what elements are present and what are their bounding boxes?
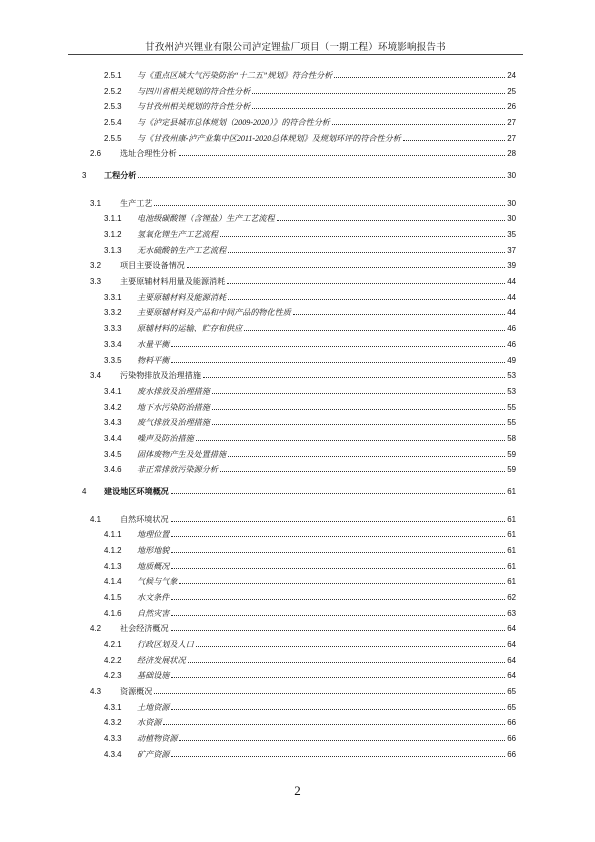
toc-dot-leader — [179, 155, 506, 156]
toc-entry[interactable] — [68, 655, 516, 671]
toc-entry[interactable] — [68, 292, 516, 308]
toc-entry-title: 地理位置 — [137, 530, 170, 540]
toc-entry-page: 63 — [507, 608, 516, 618]
toc-entry[interactable] — [68, 433, 516, 449]
toc-entry-page: 35 — [507, 230, 516, 239]
toc-entry-number: 3.4.6 — [104, 465, 122, 475]
toc-entry-page: 66 — [507, 734, 516, 744]
toc-dot-leader — [171, 568, 505, 569]
toc-entry-title: 行政区划及人口 — [137, 640, 194, 649]
toc-entry-page: 44 — [507, 308, 516, 318]
toc-entry[interactable] — [68, 198, 516, 214]
toc-entry-number: 3.3.2 — [104, 308, 122, 318]
toc-entry-page: 53 — [507, 371, 516, 381]
toc-entry-number: 2.5.2 — [104, 86, 122, 96]
toc-dot-leader — [171, 677, 505, 678]
toc-entry-title: 工程分析 — [104, 171, 137, 181]
toc-dot-leader — [171, 536, 505, 537]
toc-dot-leader — [228, 456, 505, 457]
toc-entry-title: 电池级碳酸锂（含锂盐）生产工艺流程 — [137, 214, 275, 224]
toc-entry[interactable] — [68, 229, 516, 245]
toc-dot-leader — [332, 124, 505, 125]
toc-entry-page: 55 — [507, 418, 516, 428]
toc-entry-title: 选址合理性分析 — [120, 149, 177, 159]
toc-entry-title: 自然环境状况 — [120, 514, 169, 524]
toc-entry[interactable] — [68, 480, 516, 514]
toc-entry[interactable] — [68, 70, 516, 86]
toc-entry-page: 61 — [507, 545, 516, 555]
toc-entry-page: 61 — [507, 577, 516, 587]
toc-entry[interactable] — [68, 213, 516, 229]
toc-entry-number: 4.1.3 — [104, 561, 122, 571]
toc-dot-leader — [171, 521, 506, 522]
toc-entry-title: 自然灾害 — [137, 608, 170, 618]
toc-entry-number: 2.5.3 — [104, 102, 122, 112]
toc-dot-leader — [171, 346, 505, 347]
toc-entry[interactable] — [68, 148, 516, 164]
toc-entry-title: 地形地貌 — [137, 545, 170, 555]
toc-dot-leader — [179, 740, 505, 741]
toc-entry-page: 64 — [507, 671, 516, 681]
toc-entry-page: 44 — [507, 292, 516, 302]
toc-entry-page: 24 — [507, 71, 516, 80]
toc-entry[interactable] — [68, 608, 516, 624]
toc-entry-page: 62 — [507, 592, 516, 602]
toc-dot-leader — [252, 93, 505, 94]
toc-entry[interactable] — [68, 464, 516, 480]
toc-entry-title: 与四川省相关规划的符合性分析 — [137, 86, 251, 96]
toc-dot-leader — [171, 756, 505, 757]
toc-entry-number: 4.2.1 — [104, 640, 122, 649]
toc-entry[interactable] — [68, 386, 516, 402]
toc-entry-number: 3.2 — [90, 261, 101, 271]
toc-entry-page: 65 — [507, 702, 516, 712]
toc-entry-number: 4.1.5 — [104, 592, 122, 602]
toc-entry-number: 2.5.5 — [104, 133, 122, 143]
toc-entry[interactable] — [68, 592, 516, 608]
toc-entry-number: 3.3.4 — [104, 339, 122, 349]
toc-dot-leader — [188, 662, 506, 663]
toc-entry-number: 3.4.1 — [104, 386, 122, 396]
toc-entry[interactable] — [68, 561, 516, 577]
toc-dot-leader — [220, 236, 505, 237]
toc-entry-page: 46 — [507, 339, 516, 349]
toc-dot-leader — [154, 205, 505, 206]
toc-entry-page: 61 — [507, 514, 516, 524]
toc-entry[interactable] — [68, 417, 516, 433]
toc-entry-page: 25 — [507, 86, 516, 96]
toc-entry-number: 2.5.1 — [104, 71, 122, 80]
toc-entry[interactable] — [68, 717, 516, 733]
toc-entry-page: 30 — [507, 198, 516, 208]
toc-entry[interactable] — [68, 370, 516, 386]
toc-dot-leader — [171, 630, 506, 631]
toc-dot-leader — [212, 393, 505, 394]
toc-entry-title: 废水排放及治理措施 — [137, 386, 210, 396]
toc-dot-leader — [187, 267, 505, 268]
toc-entry-page: 55 — [507, 402, 516, 412]
toc-entry-title: 与《重点区域大气污染防治“十二五”规划》符合性分析 — [137, 71, 333, 80]
toc-entry-page: 64 — [507, 640, 516, 649]
toc-entry[interactable] — [68, 133, 516, 149]
toc-dot-leader — [212, 424, 505, 425]
toc-entry-number: 3.3.5 — [104, 355, 122, 365]
toc-entry-title: 生产工艺 — [120, 198, 153, 208]
toc-entry-title: 噪声及防治措施 — [137, 433, 194, 443]
toc-entry-number: 4.1.2 — [104, 545, 122, 555]
toc-entry-title: 矿产资源 — [137, 749, 170, 759]
toc-entry-page: 49 — [507, 355, 516, 365]
toc-entry[interactable] — [68, 670, 516, 686]
toc-entry-number: 2.5.4 — [104, 118, 122, 128]
toc-entry-title: 地质概况 — [137, 561, 170, 571]
toc-entry[interactable] — [68, 276, 516, 292]
toc-entry[interactable] — [68, 733, 516, 749]
toc-dot-leader — [228, 299, 505, 300]
toc-entry-number: 3.4.3 — [104, 418, 122, 428]
toc-dot-leader — [403, 140, 505, 141]
toc-entry[interactable] — [68, 323, 516, 339]
toc-dot-leader — [171, 493, 505, 494]
toc-dot-leader — [163, 724, 505, 725]
toc-entry-title: 项目主要设备情况 — [120, 261, 185, 271]
toc-entry[interactable] — [68, 639, 516, 655]
toc-entry-title: 物料平衡 — [137, 355, 170, 365]
toc-entry-number: 3.4.4 — [104, 433, 122, 443]
toc-entry[interactable] — [68, 545, 516, 561]
toc-entry-page: 53 — [507, 386, 516, 396]
toc-entry-number: 3.4.2 — [104, 402, 122, 412]
toc-entry-number: 4.1.6 — [104, 608, 122, 618]
toc-entry[interactable] — [68, 702, 516, 718]
toc-entry-number: 4.3.4 — [104, 749, 122, 759]
toc-entry[interactable] — [68, 402, 516, 418]
toc-entry[interactable] — [68, 686, 516, 702]
toc-dot-leader — [138, 177, 505, 178]
toc-entry-title: 水资源 — [137, 718, 162, 728]
toc-entry-number: 3.3.1 — [104, 292, 122, 302]
toc-entry[interactable] — [68, 339, 516, 355]
toc-dot-leader — [171, 615, 505, 616]
toc-entry-page: 61 — [507, 561, 516, 571]
toc-entry-title: 废气排放及治理措施 — [137, 418, 210, 428]
toc-entry[interactable] — [68, 245, 516, 261]
toc-entry[interactable] — [68, 117, 516, 133]
toc-dot-leader — [227, 283, 505, 284]
toc-dot-leader — [196, 440, 506, 441]
toc-entry-title: 与《甘孜州康-泸产业集中区2011-2020总体规划》及规划环评的符合性分析 — [137, 133, 401, 143]
toc-dot-leader — [171, 709, 505, 710]
toc-dot-leader — [171, 362, 505, 363]
toc-entry[interactable] — [68, 260, 516, 276]
toc-entry-number: 4.3.1 — [104, 702, 122, 712]
toc-entry-number: 3.4.5 — [104, 449, 122, 459]
toc-entry-title: 氢氧化锂生产工艺流程 — [137, 230, 218, 239]
toc-entry-page: 66 — [507, 749, 516, 759]
toc-entry-number: 4 — [82, 487, 87, 496]
toc-entry-title: 建设地区环境概况 — [104, 487, 169, 496]
page-number: 2 — [294, 783, 301, 798]
toc-entry-number: 3.1.3 — [104, 245, 122, 255]
toc-entry-number: 4.1.1 — [104, 530, 122, 540]
toc-dot-leader — [334, 77, 505, 78]
toc-dot-leader — [154, 693, 505, 694]
toc-entry[interactable] — [68, 307, 516, 323]
toc-entry-title: 非正常排放污染源分析 — [137, 465, 218, 475]
toc-entry-number: 3.3.3 — [104, 324, 122, 334]
toc-entry-number: 3 — [82, 171, 87, 181]
toc-entry-page: 44 — [507, 277, 516, 287]
toc-entry-title: 主要原辅材料及产品和中间产品的物化性质 — [137, 308, 291, 318]
toc-entry-number: 4.2.2 — [104, 655, 122, 665]
toc-entry-title: 社会经济概况 — [120, 624, 169, 634]
toc-entry[interactable] — [68, 749, 516, 765]
toc-dot-leader — [196, 646, 506, 647]
toc-entry-number: 2.6 — [90, 149, 101, 159]
toc-dot-leader — [220, 471, 505, 472]
toc-entry-page: 59 — [507, 465, 516, 475]
toc-entry-number: 3.1.1 — [104, 214, 122, 224]
toc-entry-page: 61 — [507, 530, 516, 540]
toc-entry[interactable] — [68, 623, 516, 639]
toc-entry-page: 27 — [507, 118, 516, 128]
toc-entry-number: 3.1 — [90, 198, 101, 208]
toc-entry[interactable] — [68, 86, 516, 102]
toc-dot-leader — [228, 252, 505, 253]
toc-entry-page: 61 — [507, 487, 516, 496]
toc-entry-title: 主要原辅材料及能源消耗 — [137, 292, 227, 302]
toc-entry-page: 28 — [507, 149, 516, 159]
toc-entry-title: 水文条件 — [137, 592, 170, 602]
table-of-contents — [68, 70, 516, 765]
toc-entry-title: 动植物资源 — [137, 734, 178, 744]
toc-dot-leader — [179, 583, 505, 584]
toc-entry-number: 4.2.3 — [104, 671, 122, 681]
toc-entry-title: 污染物排放及治理措施 — [120, 371, 201, 381]
toc-dot-leader — [203, 377, 505, 378]
toc-entry-number: 4.1 — [90, 514, 101, 524]
toc-dot-leader — [252, 108, 505, 109]
toc-entry[interactable] — [68, 449, 516, 465]
toc-entry-page: 65 — [507, 687, 516, 697]
running-header: 甘孜州泸兴锂业有限公司泸定锂盐厂项目（一期工程）环境影响报告书 — [145, 43, 446, 53]
toc-entry-page: 26 — [507, 102, 516, 112]
toc-entry[interactable] — [68, 355, 516, 371]
toc-entry-number: 4.2 — [90, 624, 101, 634]
toc-entry-page: 46 — [507, 324, 516, 334]
toc-entry-page: 64 — [507, 624, 516, 634]
toc-entry-number: 4.3.2 — [104, 718, 122, 728]
toc-entry-number: 4.3 — [90, 687, 101, 697]
toc-entry-title: 与甘孜州相关规划的符合性分析 — [137, 102, 251, 112]
toc-entry[interactable] — [68, 514, 516, 530]
toc-dot-leader — [293, 314, 505, 315]
toc-entry-title: 水量平衡 — [137, 339, 170, 349]
toc-entry-number: 3.3 — [90, 277, 101, 287]
toc-entry-number: 3.1.2 — [104, 230, 122, 239]
toc-entry-title: 无水硫酸钠生产工艺流程 — [137, 245, 227, 255]
toc-entry-number: 4.3.3 — [104, 734, 122, 744]
toc-entry-page: 27 — [507, 133, 516, 143]
header-rule — [68, 54, 523, 55]
toc-entry-title: 土地资源 — [137, 702, 170, 712]
toc-entry-title: 与《泸定县城市总体规划（2009-2020）》的符合性分析 — [137, 118, 330, 128]
toc-entry-page: 59 — [507, 449, 516, 459]
toc-entry-title: 资源概况 — [120, 687, 153, 697]
toc-entry-number: 3.4 — [90, 371, 101, 381]
toc-entry[interactable] — [68, 101, 516, 117]
toc-entry-page: 37 — [507, 245, 516, 255]
toc-entry-title: 固体废物产生及处置措施 — [137, 449, 227, 459]
toc-entry-title: 主要原辅材料用量及能源消耗 — [120, 277, 226, 287]
toc-dot-leader — [244, 330, 505, 331]
toc-dot-leader — [171, 599, 505, 600]
toc-entry[interactable] — [68, 576, 516, 592]
toc-dot-leader — [171, 552, 505, 553]
toc-entry-title: 经济发展状况 — [137, 655, 186, 665]
toc-entry-page: 39 — [507, 261, 516, 271]
toc-entry-page: 58 — [507, 433, 516, 443]
toc-dot-leader — [277, 220, 506, 221]
toc-entry-title: 气候与气象 — [137, 577, 178, 587]
toc-entry-page: 30 — [507, 171, 516, 181]
toc-entry[interactable] — [68, 529, 516, 545]
toc-entry-title: 原辅材料的运输、贮存和供应 — [137, 324, 243, 334]
toc-entry-page: 30 — [507, 214, 516, 224]
toc-entry[interactable] — [68, 164, 516, 198]
toc-entry-page: 66 — [507, 718, 516, 728]
toc-entry-title: 基础设施 — [137, 671, 170, 681]
toc-entry-page: 64 — [507, 655, 516, 665]
toc-entry-number: 4.1.4 — [104, 577, 122, 587]
toc-entry-title: 地下水污染防治措施 — [137, 402, 210, 412]
toc-dot-leader — [212, 409, 505, 410]
